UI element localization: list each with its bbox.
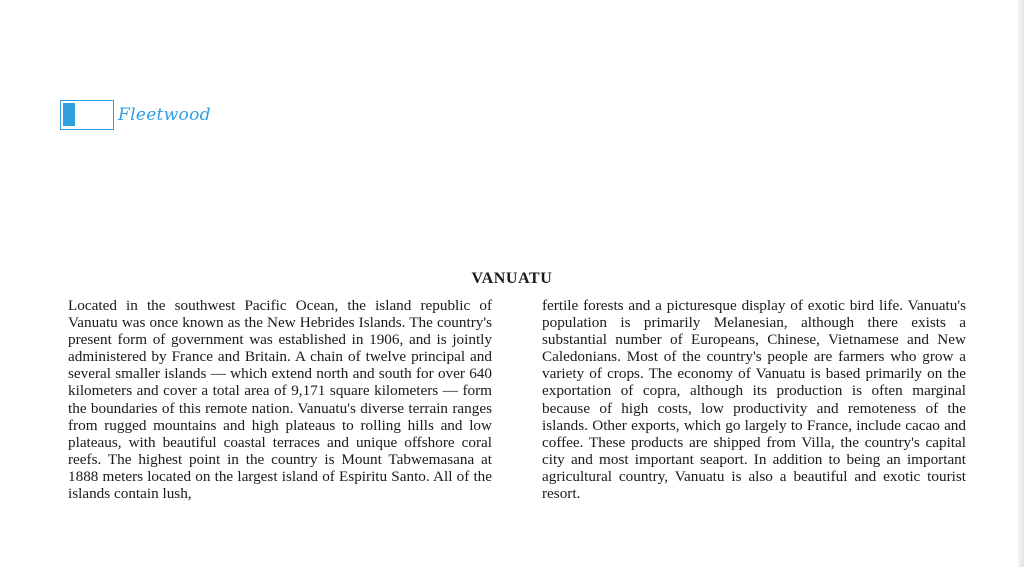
article-title: VANUATU bbox=[471, 270, 553, 287]
logo-mark-fill bbox=[63, 103, 75, 126]
article-column-right: fertile forests and a picturesque display of exotic bird life. Vanuatu's population is primarily Melanesian, although there exists a substantial number of Europeans, Chinese, Vietnamese and New Caledonians. Most of the country's people are farmers who grow a variety of crops. The economy of Vanuatu is based primarily on the exportation of copra, although its production is often marginal because of high costs, low productivity and remoteness of the islands. Other exports, which go largely to France, include cacao and coffee. These products are shipped from Villa, the country's capital city and most important seaport. In addition to being an important agricultural country, Vanuatu is also a beautiful and exotic tourist resort. bbox=[542, 297, 966, 503]
article-column-left: Located in the southwest Pacific Ocean, the island republic of Vanuatu was once known as the New Hebrides Islands. The country's present form of government was established in 1906, and is jointly administered by France and Britain. A chain of twelve principal and several smaller islands — which extend north and south for over 640 kilometers and cover a total area of 9,171 square kilometers — form the boundaries of this remote nation. Vanuatu's diverse terrain ranges from rugged mountains and high plateaus to rolling hills and low plateaus, with beautiful coastal terraces and unique offshore coral reefs. The highest point in the country is Mount Tabwemasana at 1888 meters located on the largest island of Espiritu Santo. All of the islands contain lush, bbox=[68, 297, 492, 503]
logo-mark-icon bbox=[60, 100, 114, 130]
fleetwood-logo bbox=[60, 99, 211, 131]
logo-wordmark: Fleetwood bbox=[118, 105, 211, 125]
